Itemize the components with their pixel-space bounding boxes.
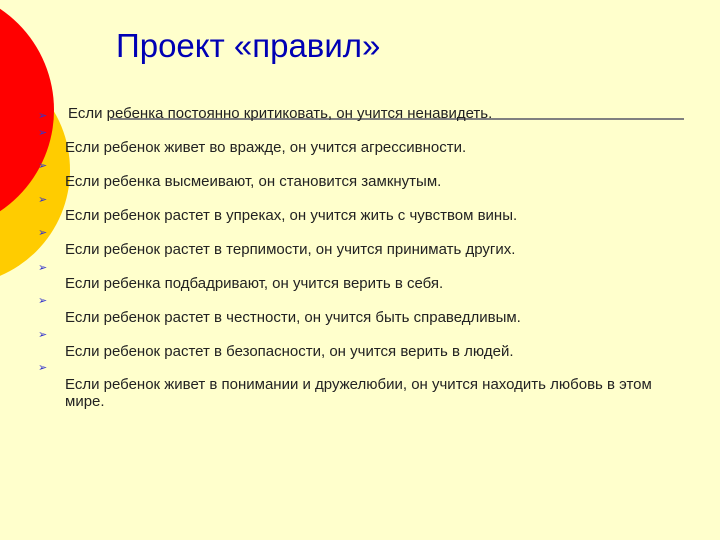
arrow-bullet-icon: ➢: [38, 262, 48, 274]
list-item: Если ребенок растет в терпимости, он учится принимать других.: [65, 241, 516, 258]
list-item: Если ребенок живет во вражде, он учится агрессивности.: [65, 139, 467, 156]
list-item: Если ребенок растет в честности, он учится быть справедливым.: [65, 309, 521, 326]
arrow-bullet-icon: ➢: [38, 160, 48, 172]
arrow-bullet-icon: ➢: [38, 127, 48, 139]
list-item: Если ребенка постоянно критиковать, он учится ненавидеть.: [68, 105, 493, 122]
list-item: Если ребенок живет в понимании и дружелюбии, он учится находить любовь в этом мире.: [65, 376, 652, 410]
list-item: Если ребенка подбадривают, он учится верить в себя.: [65, 275, 444, 292]
arrow-bullet-icon: ➢: [38, 194, 48, 206]
arrow-bullet-icon: ➢: [38, 110, 48, 122]
arrow-bullet-icon: ➢: [38, 329, 48, 341]
arrow-bullet-icon: ➢: [38, 227, 48, 239]
arrow-bullet-icon: ➢: [38, 362, 48, 374]
list-item: Если ребенка высмеивают, он становится замкнутым.: [65, 173, 442, 190]
arrow-bullet-icon: ➢: [38, 295, 48, 307]
list-item: Если ребенок растет в безопасности, он учится верить в людей.: [65, 343, 514, 360]
list-item: Если ребенок растет в упреках, он учится жить с чувством вины.: [65, 207, 518, 224]
slide-title: Проект «правил»: [116, 27, 381, 64]
